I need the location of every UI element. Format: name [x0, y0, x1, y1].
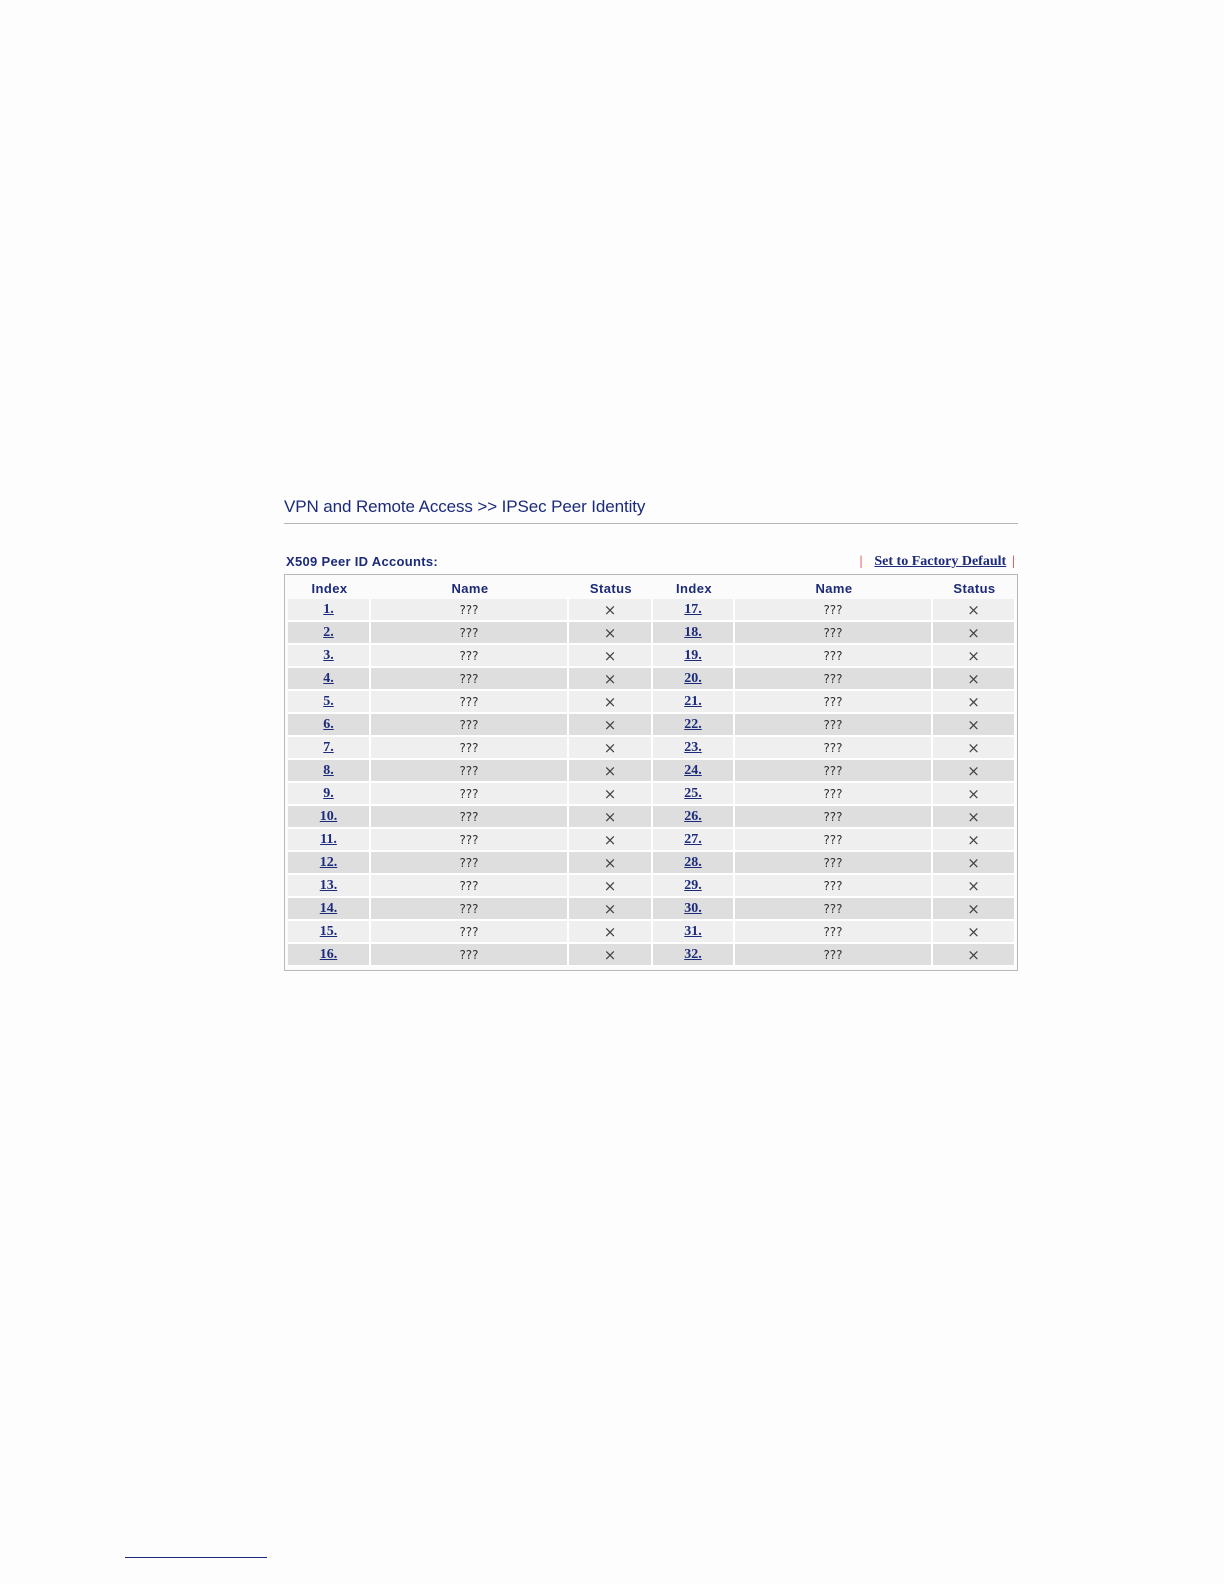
index-cell [288, 668, 371, 691]
table-row [288, 898, 1016, 921]
index-cell [288, 622, 371, 645]
account-index-link[interactable]: 29. [684, 877, 702, 893]
x-mark-icon: × [569, 599, 653, 622]
account-name: ??? [371, 852, 569, 875]
account-name: ??? [735, 898, 933, 921]
account-name: ??? [735, 668, 933, 691]
x-mark-icon: × [933, 737, 1016, 760]
account-name: ??? [735, 714, 933, 737]
x-mark-icon: × [933, 668, 1016, 691]
x-mark-icon: × [569, 875, 653, 898]
index-cell [288, 760, 371, 783]
account-name: ??? [371, 783, 569, 806]
account-index-link[interactable]: 2. [323, 624, 334, 640]
index-cell [288, 714, 371, 737]
account-index-link[interactable]: 27. [684, 831, 702, 847]
index-cell [288, 944, 371, 967]
account-name: ??? [735, 921, 933, 944]
index-cell [653, 875, 735, 898]
account-name: ??? [735, 829, 933, 852]
account-index-link[interactable]: 28. [684, 854, 702, 870]
column-header-status: Status [953, 580, 996, 596]
page-title: VPN and Remote Access >> IPSec Peer Identity [284, 497, 646, 516]
table-row [288, 783, 1016, 806]
table-row [288, 737, 1016, 760]
index-cell [653, 852, 735, 875]
index-cell [653, 737, 735, 760]
index-cell [653, 944, 735, 967]
table-row [288, 668, 1016, 691]
account-index-link[interactable]: 25. [684, 785, 702, 801]
table-row [288, 645, 1016, 668]
column-header-index: Index [676, 580, 712, 596]
account-index-link[interactable]: 11. [320, 831, 337, 847]
x-mark-icon: × [933, 875, 1016, 898]
account-index-link[interactable]: 5. [323, 693, 334, 709]
account-name: ??? [371, 829, 569, 852]
account-index-link[interactable]: 15. [319, 923, 338, 939]
account-name: ??? [735, 737, 933, 760]
account-index-link[interactable]: 8. [323, 762, 334, 778]
set-factory-default-link[interactable]: Set to Factory Default [874, 554, 1007, 569]
index-cell [653, 921, 735, 944]
table-row [288, 875, 1016, 898]
x-mark-icon: × [569, 852, 653, 875]
account-index-link[interactable]: 18. [684, 624, 702, 640]
x-mark-icon: × [569, 944, 653, 967]
account-index-link[interactable]: 30. [684, 900, 702, 916]
x-mark-icon: × [933, 760, 1016, 783]
account-name: ??? [735, 852, 933, 875]
account-index-link[interactable]: 6. [323, 716, 334, 732]
index-cell [653, 898, 735, 921]
index-cell [288, 806, 371, 829]
index-cell [288, 645, 371, 668]
section-caption: X509 Peer ID Accounts: [286, 554, 439, 569]
x-mark-icon: × [933, 898, 1016, 921]
column-header-name: Name [815, 580, 853, 596]
index-cell [653, 599, 735, 622]
index-cell [653, 691, 735, 714]
x-mark-icon: × [933, 921, 1016, 944]
index-cell [288, 875, 371, 898]
account-index-link[interactable]: 17. [684, 601, 702, 617]
table-row [288, 691, 1016, 714]
index-cell [653, 783, 735, 806]
account-name: ??? [371, 691, 569, 714]
separator-right: | [1012, 554, 1015, 569]
account-index-link[interactable]: 26. [684, 808, 702, 824]
x-mark-icon: × [569, 806, 653, 829]
table-row [288, 622, 1016, 645]
table-row [288, 806, 1016, 829]
x-mark-icon: × [933, 691, 1016, 714]
x-mark-icon: × [569, 898, 653, 921]
accounts-table-frame [284, 574, 1018, 971]
account-name: ??? [371, 668, 569, 691]
account-name: ??? [371, 875, 569, 898]
account-name: ??? [371, 921, 569, 944]
account-index-link[interactable]: 32. [684, 946, 702, 962]
x-mark-icon: × [933, 645, 1016, 668]
separator-left: | [859, 554, 863, 569]
column-header-index: Index [311, 580, 348, 596]
x-mark-icon: × [569, 668, 653, 691]
account-name: ??? [371, 599, 569, 622]
account-name: ??? [735, 622, 933, 645]
account-index-link[interactable]: 19. [684, 647, 702, 663]
x-mark-icon: × [569, 829, 653, 852]
accounts-table [288, 577, 1016, 967]
x-mark-icon: × [933, 599, 1016, 622]
account-index-link[interactable]: 14. [319, 900, 338, 916]
accounts-toolbar [284, 554, 1018, 570]
x-mark-icon: × [933, 944, 1016, 967]
index-cell [653, 668, 735, 691]
account-index-link[interactable]: 10. [319, 808, 338, 824]
table-body [288, 599, 1016, 967]
x-mark-icon: × [933, 714, 1016, 737]
account-name: ??? [735, 599, 933, 622]
index-cell [288, 921, 371, 944]
index-cell [653, 806, 735, 829]
x-mark-icon: × [569, 714, 653, 737]
x-mark-icon: × [933, 622, 1016, 645]
peer-identity-panel [284, 496, 1018, 971]
index-cell [288, 898, 371, 921]
index-cell [288, 852, 371, 875]
account-name: ??? [371, 806, 569, 829]
index-cell [288, 737, 371, 760]
account-name: ??? [735, 645, 933, 668]
x-mark-icon: × [569, 760, 653, 783]
account-name: ??? [735, 806, 933, 829]
account-index-link[interactable]: 4. [323, 670, 334, 686]
x-mark-icon: × [569, 645, 653, 668]
index-cell [653, 829, 735, 852]
column-header-status: Status [589, 580, 633, 596]
account-name: ??? [371, 737, 569, 760]
account-index-link[interactable]: 16. [319, 946, 338, 962]
toolbar-actions [860, 554, 1015, 570]
account-index-link[interactable]: 1. [323, 601, 334, 617]
account-index-link[interactable]: 12. [319, 854, 338, 870]
account-name: ??? [735, 691, 933, 714]
account-index-link[interactable]: 20. [684, 670, 702, 686]
account-index-link[interactable]: 21. [684, 693, 702, 709]
account-index-link[interactable]: 22. [684, 716, 702, 732]
account-name: ??? [371, 944, 569, 967]
account-name: ??? [371, 714, 569, 737]
x-mark-icon: × [569, 783, 653, 806]
x-mark-icon: × [933, 806, 1016, 829]
index-cell [288, 691, 371, 714]
index-cell [653, 714, 735, 737]
account-name: ??? [371, 622, 569, 645]
index-cell [653, 760, 735, 783]
title-divider [284, 523, 1018, 524]
account-name: ??? [371, 760, 569, 783]
account-name: ??? [735, 875, 933, 898]
index-cell [653, 645, 735, 668]
table-row [288, 829, 1016, 852]
index-cell [653, 622, 735, 645]
account-name: ??? [735, 783, 933, 806]
table-header-row [288, 577, 1016, 599]
account-index-link[interactable]: 7. [323, 739, 334, 755]
table-row [288, 852, 1016, 875]
account-index-link[interactable]: 3. [323, 647, 334, 663]
x-mark-icon: × [933, 829, 1016, 852]
account-index-link[interactable]: 13. [319, 877, 338, 893]
table-row [288, 921, 1016, 944]
x-mark-icon: × [569, 737, 653, 760]
account-name: ??? [371, 645, 569, 668]
x-mark-icon: × [569, 691, 653, 714]
table-row [288, 944, 1016, 967]
account-name: ??? [735, 944, 933, 967]
index-cell [288, 599, 371, 622]
account-index-link[interactable]: 31. [684, 923, 702, 939]
index-cell [288, 829, 371, 852]
account-name: ??? [735, 760, 933, 783]
column-header-name: Name [451, 580, 489, 596]
x-mark-icon: × [933, 852, 1016, 875]
x-mark-icon: × [933, 783, 1016, 806]
account-index-link[interactable]: 23. [684, 739, 702, 755]
table-row [288, 714, 1016, 737]
table-row [288, 760, 1016, 783]
x-mark-icon: × [569, 921, 653, 944]
account-name: ??? [371, 898, 569, 921]
table-row [288, 599, 1016, 622]
account-index-link[interactable]: 24. [684, 762, 702, 778]
x-mark-icon: × [569, 622, 653, 645]
account-index-link[interactable]: 9. [323, 785, 334, 801]
index-cell [288, 783, 371, 806]
footnote-divider [125, 1557, 267, 1558]
